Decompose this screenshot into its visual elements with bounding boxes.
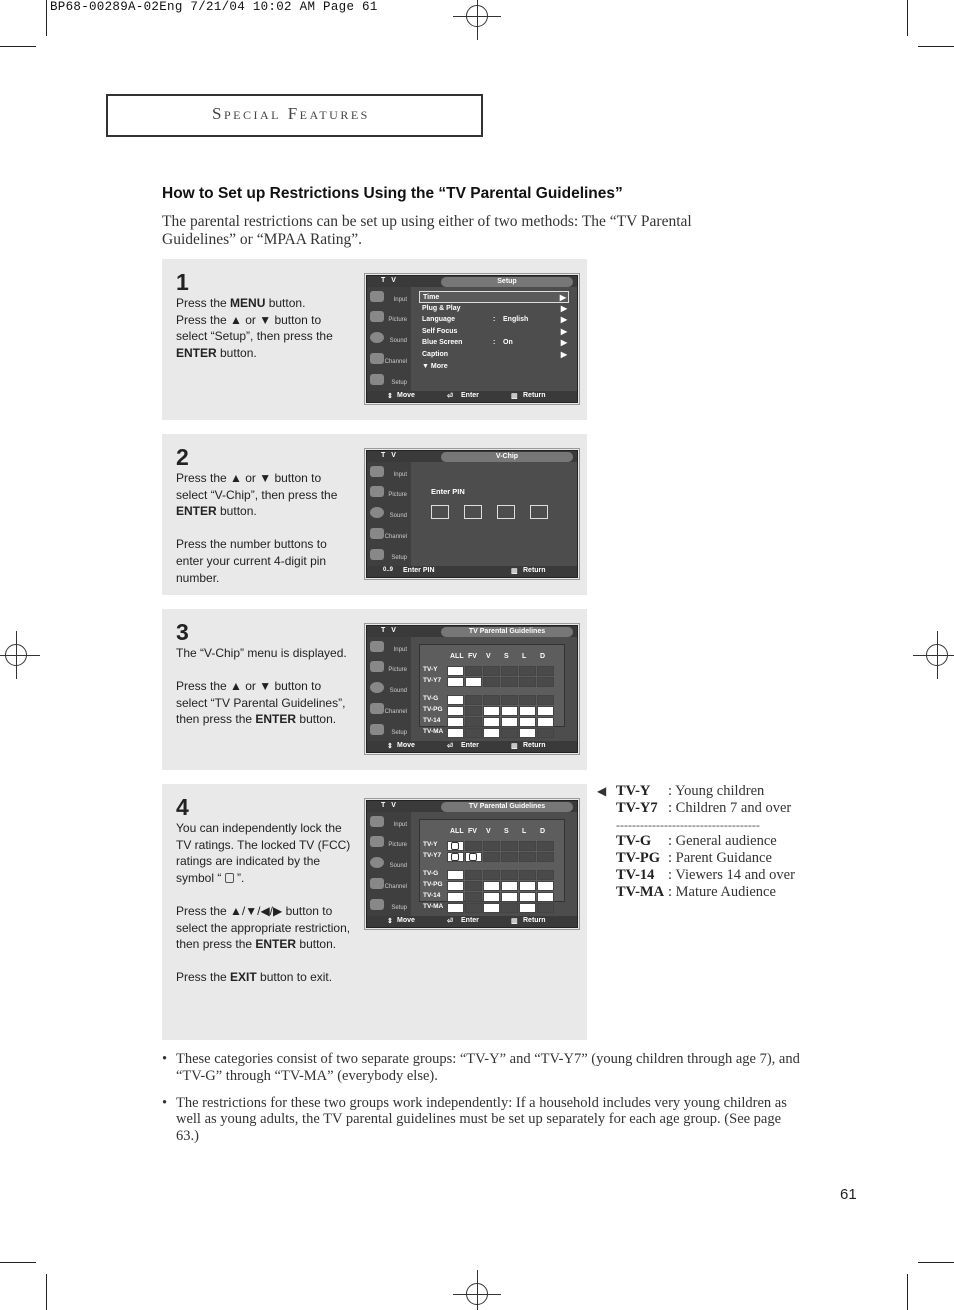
enter-icon: ⏎ <box>447 918 453 925</box>
grid-row-label: TV-14 <box>423 717 441 724</box>
grid-cell[interactable] <box>465 841 482 851</box>
osd-side-channel: Channel <box>367 876 411 896</box>
move-icon: ⇕ <box>387 393 393 400</box>
osd-side-input: Input <box>367 814 411 834</box>
grid-cell[interactable] <box>537 706 554 716</box>
step-3-panel <box>162 609 587 770</box>
step-instructions: Press the MENU button. Press the ▲ or ▼ button to select “Setup”, then press the ENTER button. <box>176 296 333 360</box>
tv-osd-setup-menu <box>366 275 578 403</box>
tv-osd-vchip-pin <box>366 450 578 578</box>
grid-cell[interactable] <box>519 695 536 705</box>
grid-cell[interactable] <box>447 728 464 738</box>
grid-column-header: FV <box>468 653 477 660</box>
grid-cell[interactable] <box>537 903 554 913</box>
picture-icon <box>370 836 384 847</box>
grid-cell[interactable] <box>519 852 536 862</box>
grid-cell[interactable] <box>501 677 518 687</box>
osd-side-input: Input <box>367 289 411 309</box>
grid-cell[interactable] <box>483 728 500 738</box>
enter-icon: ⏎ <box>447 743 453 750</box>
return-icon: ▥ <box>511 918 518 925</box>
pointer-left-icon: ◀ <box>597 784 607 798</box>
grid-cell[interactable] <box>537 892 554 902</box>
grid-cell[interactable] <box>447 870 464 880</box>
step-number: 1 <box>176 269 189 295</box>
osd-side-sound: Sound <box>367 505 411 525</box>
osd-tv-label: T V <box>381 277 398 284</box>
grid-cell[interactable] <box>501 728 518 738</box>
crop-mark <box>918 46 954 47</box>
registration-mark <box>5 644 27 666</box>
grid-cell[interactable] <box>519 666 536 676</box>
grid-cell[interactable] <box>483 870 500 880</box>
osd-header: T V TV Parental Guidelines <box>367 626 577 637</box>
grid-column-header: D <box>540 828 546 835</box>
tv-osd-parental-guidelines-locked <box>366 800 578 928</box>
legend-row: ◀ TV-Y : Young children <box>597 783 765 799</box>
grid-cell[interactable] <box>447 706 464 716</box>
grid-cell[interactable] <box>447 903 464 913</box>
osd-side-sound: Sound <box>367 855 411 875</box>
grid-column-header: ALL <box>450 653 464 660</box>
pin-digit-box <box>464 505 482 519</box>
section-title <box>212 104 370 124</box>
return-icon: ▥ <box>511 743 518 750</box>
crop-mark <box>918 1262 954 1263</box>
grid-cell[interactable] <box>501 717 518 727</box>
osd-footer: 0..9 Enter PIN ▥ Return <box>367 566 577 577</box>
osd-side-channel: Channel <box>367 701 411 721</box>
grid-cell[interactable] <box>483 706 500 716</box>
enter-icon: ⏎ <box>447 393 453 400</box>
grid-cell[interactable] <box>465 717 482 727</box>
intro-paragraph: The parental restrictions can be set up using either of two methods: The “TV Parental Guidelines” or “MPAA Rating”. <box>162 213 692 248</box>
grid-column-header: V <box>486 653 491 660</box>
grid-cell[interactable] <box>501 706 518 716</box>
grid-row-label: TV-PG <box>423 881 443 888</box>
grid-cell[interactable] <box>501 695 518 705</box>
grid-cell[interactable] <box>537 870 554 880</box>
grid-cell[interactable] <box>483 666 500 676</box>
pin-digit-box <box>431 505 449 519</box>
grid-cell[interactable] <box>537 728 554 738</box>
grid-cell[interactable] <box>519 717 536 727</box>
crop-mark <box>46 1274 47 1310</box>
lock-icon <box>451 842 459 850</box>
grid-row-label: TV-G <box>423 695 439 702</box>
grid-column-header: V <box>486 828 491 835</box>
osd-menu-list <box>419 291 569 372</box>
crop-mark <box>0 1262 36 1263</box>
grid-row-label: TV-Y <box>423 666 438 673</box>
sound-icon <box>370 332 384 343</box>
grid-cell[interactable] <box>483 717 500 727</box>
grid-cell[interactable] <box>465 728 482 738</box>
legend-divider: ------------------------------------ <box>616 817 760 832</box>
grid-column-header: L <box>522 653 527 660</box>
grid-cell[interactable] <box>501 841 518 851</box>
osd-side-setup: Setup <box>367 372 411 392</box>
osd-footer: ⇕ Move ⏎ Enter ▥ Return <box>367 741 577 752</box>
grid-row-label: TV-Y7 <box>423 852 442 859</box>
grid-row-label: TV-14 <box>423 892 441 899</box>
osd-header: T V V-Chip <box>367 451 577 462</box>
grid-cell[interactable] <box>501 892 518 902</box>
grid-cell[interactable] <box>483 852 500 862</box>
sound-icon <box>370 682 384 693</box>
grid-cell[interactable] <box>537 717 554 727</box>
grid-cell[interactable] <box>519 870 536 880</box>
grid-cell[interactable] <box>465 903 482 913</box>
grid-cell[interactable] <box>519 706 536 716</box>
crop-mark <box>0 46 36 47</box>
picture-icon <box>370 486 384 497</box>
osd-header: T V TV Parental Guidelines <box>367 801 577 812</box>
channel-icon <box>370 703 384 714</box>
grid-cell[interactable] <box>537 666 554 676</box>
grid-cell[interactable] <box>501 881 518 891</box>
grid-row-label: TV-MA <box>423 903 444 910</box>
osd-menu-row: Caption ▶ <box>422 349 567 359</box>
crop-mark <box>907 1274 908 1310</box>
section-title-text: Special Features <box>212 104 370 123</box>
grid-column-header: ALL <box>450 828 464 835</box>
osd-menu-row: Self Focus ▶ <box>422 326 567 336</box>
sound-icon <box>370 857 384 868</box>
grid-column-header: L <box>522 828 527 835</box>
grid-cell[interactable] <box>519 903 536 913</box>
legend-row: TV-14 : Viewers 14 and over <box>616 866 795 883</box>
lock-icon <box>451 853 459 861</box>
crop-mark <box>907 0 908 36</box>
grid-column-header: S <box>504 653 509 660</box>
osd-menu-row: Language : English ▶ <box>422 315 567 325</box>
grid-column-header: FV <box>468 828 477 835</box>
osd-menu-row: Time ▶ <box>419 291 569 303</box>
osd-side-setup: Setup <box>367 547 411 567</box>
grid-cell[interactable] <box>447 695 464 705</box>
number-keys-icon: 0..9 <box>383 567 394 573</box>
grid-cell[interactable] <box>447 881 464 891</box>
grid-cell[interactable] <box>501 852 518 862</box>
pin-digit-box <box>497 505 515 519</box>
grid-cell[interactable] <box>501 903 518 913</box>
osd-side-channel: Channel <box>367 351 411 371</box>
channel-icon <box>370 353 384 364</box>
enter-pin-label: Enter PIN <box>431 487 465 496</box>
grid-cell[interactable] <box>537 881 554 891</box>
step-1-panel <box>162 259 587 420</box>
osd-side-picture: Picture <box>367 834 411 854</box>
osd-side-picture: Picture <box>367 309 411 329</box>
grid-cell[interactable] <box>483 677 500 687</box>
step-number: 4 <box>176 794 189 820</box>
lock-icon <box>469 853 477 861</box>
osd-side-sound: Sound <box>367 330 411 350</box>
crop-mark <box>46 0 47 36</box>
picture-icon <box>370 311 384 322</box>
input-icon <box>370 816 384 827</box>
osd-menu-row: ▼ More <box>422 362 448 370</box>
osd-side-input: Input <box>367 464 411 484</box>
osd-side-picture: Picture <box>367 484 411 504</box>
osd-footer: ⇕ Move ⏎ Enter ▥ Return <box>367 916 577 927</box>
grid-column-header: D <box>540 653 546 660</box>
input-icon <box>370 466 384 477</box>
osd-header <box>367 276 577 287</box>
grid-cell[interactable] <box>447 666 464 676</box>
osd-title: V-Chip <box>441 452 573 462</box>
grid-row-label: TV-Y <box>423 841 438 848</box>
sound-icon <box>370 507 384 518</box>
step-2-panel <box>162 434 587 595</box>
setup-icon <box>370 374 384 385</box>
step-instructions: The “V-Chip” menu is displayed. Press the ▲ or ▼ button to select “TV Parental Guidelines”, then press the ENTER button. <box>176 646 347 727</box>
grid-row-label: TV-MA <box>423 728 444 735</box>
grid-cell[interactable] <box>501 666 518 676</box>
grid-cell[interactable] <box>465 892 482 902</box>
osd-menu-row: Blue Screen : On ▶ <box>422 338 567 348</box>
move-icon: ⇕ <box>387 918 393 925</box>
legend-row: TV-MA : Mature Audience <box>616 883 776 900</box>
grid-cell[interactable] <box>537 695 554 705</box>
page-heading: How to Set up Restrictions Using the “TV Parental Guidelines” <box>162 185 623 202</box>
grid-cell[interactable] <box>519 892 536 902</box>
step-instructions: Press the ▲ or ▼ button to select “V-Chip”, then press the ENTER button. Press the number buttons to enter your current 4-digit pin number. <box>176 471 338 585</box>
setup-icon <box>370 549 384 560</box>
osd-footer: ⇕ Move ⏎ Enter ▥ Return <box>367 391 577 402</box>
osd-side-sound: Sound <box>367 680 411 700</box>
grid-row-label: TV-G <box>423 870 439 877</box>
grid-cell[interactable] <box>483 881 500 891</box>
grid-cell[interactable] <box>483 695 500 705</box>
setup-icon <box>370 899 384 910</box>
grid-cell[interactable] <box>483 903 500 913</box>
grid-cell[interactable] <box>501 870 518 880</box>
grid-cell[interactable] <box>519 841 536 851</box>
grid-cell[interactable] <box>537 841 554 851</box>
registration-mark <box>466 1283 488 1305</box>
step-instructions: You can independently lock the TV ratings. The locked TV (FCC) ratings are indicated by the symbol “ ”. Press the ▲/▼/◀/▶ button to select the appropriate restriction, then press the ENTER button. Press the EXIT button to exit. <box>176 821 351 985</box>
osd-title: TV Parental Guidelines <box>441 627 573 637</box>
osd-side-setup: Setup <box>367 897 411 917</box>
input-icon <box>370 641 384 652</box>
grid-cell[interactable] <box>519 728 536 738</box>
step-number: 2 <box>176 444 189 470</box>
osd-menu-row: Plug & Play ▶ <box>422 303 567 313</box>
osd-sidebar <box>367 287 411 391</box>
legend-row: TV-G : General audience <box>616 833 777 850</box>
grid-row-label: TV-PG <box>423 706 443 713</box>
grid-cell[interactable] <box>465 870 482 880</box>
osd-title: TV Parental Guidelines <box>441 802 573 812</box>
osd-sidebar <box>367 637 411 741</box>
return-icon: ▥ <box>511 393 518 400</box>
input-icon <box>370 291 384 302</box>
grid-row-label: TV-Y7 <box>423 677 442 684</box>
grid-cell[interactable] <box>465 881 482 891</box>
tv-osd-parental-guidelines <box>366 625 578 753</box>
registration-mark <box>926 644 948 666</box>
rating-legend <box>597 783 807 901</box>
osd-side-channel: Channel <box>367 526 411 546</box>
grid-cell[interactable] <box>465 677 482 687</box>
grid-cell[interactable] <box>447 717 464 727</box>
osd-side-setup: Setup <box>367 722 411 742</box>
legend-row: TV-PG : Parent Guidance <box>616 850 772 867</box>
print-slug: BP68-00289A-02Eng 7/21/04 10:02 AM Page 61 <box>50 0 378 14</box>
note-item: • These categories consist of two separate groups: “TV-Y” and “TV-Y7” (young children through age 7), and “TV-G” through “TV-MA” (everybody else). <box>162 1051 807 1085</box>
grid-cell[interactable] <box>519 881 536 891</box>
channel-icon <box>370 528 384 539</box>
grid-cell[interactable] <box>483 892 500 902</box>
grid-cell[interactable] <box>519 677 536 687</box>
osd-sidebar <box>367 462 411 566</box>
registration-mark <box>466 5 488 27</box>
channel-icon <box>370 878 384 889</box>
osd-side-input: Input <box>367 639 411 659</box>
page-number: 61 <box>840 1186 857 1203</box>
grid-cell[interactable] <box>483 841 500 851</box>
grid-cell[interactable] <box>447 892 464 902</box>
osd-title: Setup <box>441 277 573 287</box>
grid-cell[interactable] <box>537 852 554 862</box>
notes-list <box>162 1051 807 1155</box>
grid-cell[interactable] <box>465 695 482 705</box>
osd-sidebar <box>367 812 411 916</box>
note-item: • The restrictions for these two groups work independently: If a household includes very young children as well as young adults, the TV parental guidelines must be set up separately for each age group. (See page 63.) <box>162 1095 807 1145</box>
step-4-panel <box>162 784 587 1040</box>
lock-icon <box>225 873 234 883</box>
legend-row: TV-Y7 : Children 7 and over <box>616 799 792 816</box>
move-icon: ⇕ <box>387 743 393 750</box>
step-number: 3 <box>176 619 189 645</box>
picture-icon <box>370 661 384 672</box>
setup-icon <box>370 724 384 735</box>
osd-side-picture: Picture <box>367 659 411 679</box>
grid-cell[interactable] <box>447 677 464 687</box>
grid-cell[interactable] <box>465 666 482 676</box>
grid-cell[interactable] <box>537 677 554 687</box>
return-icon: ▥ <box>511 568 518 575</box>
pin-digit-box <box>530 505 548 519</box>
grid-column-header: S <box>504 828 509 835</box>
grid-cell[interactable] <box>465 706 482 716</box>
